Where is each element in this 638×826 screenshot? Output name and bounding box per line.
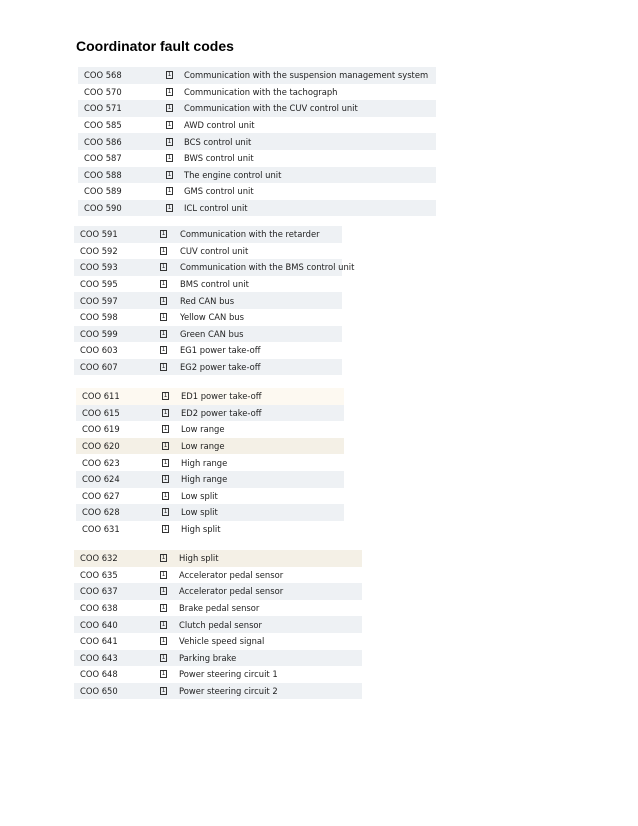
table-row	[74, 666, 362, 683]
fault-code: COO 631	[82, 524, 120, 535]
fault-description: BWS control unit	[184, 153, 254, 164]
fault-description: Red CAN bus	[180, 295, 235, 306]
table-row	[76, 421, 344, 438]
fault-code: COO 597	[80, 295, 118, 306]
fault-code-table-1	[78, 67, 436, 216]
table-row	[78, 67, 436, 84]
fault-description: Low split	[181, 490, 218, 501]
fault-description: ICL control unit	[184, 203, 248, 214]
fault-code: COO 591	[80, 229, 118, 240]
table-row	[78, 84, 436, 101]
fault-code: COO 599	[80, 328, 118, 339]
fault-code: COO 589	[84, 186, 122, 197]
info-icon: 1	[161, 246, 166, 254]
fault-description: Clutch pedal sensor	[179, 619, 263, 630]
fault-description: Green CAN bus	[180, 328, 244, 339]
fault-code: COO 627	[82, 490, 120, 501]
info-icon: 1	[161, 653, 166, 661]
info-icon: 1	[161, 570, 166, 578]
fault-code: COO 590	[84, 203, 122, 214]
info-icon: 1	[167, 137, 172, 145]
fault-code: COO 571	[84, 103, 122, 114]
fault-description: High range	[181, 474, 228, 485]
fault-description: The engine control unit	[184, 169, 282, 180]
fault-description: Accelerator pedal sensor	[179, 586, 284, 597]
fault-code: COO 611	[82, 391, 120, 402]
fault-code: COO 640	[80, 619, 118, 630]
info-icon: 1	[161, 604, 166, 612]
info-icon: 1	[163, 508, 168, 516]
info-icon: 1	[161, 587, 166, 595]
fault-description: Low range	[181, 441, 225, 452]
info-icon: 1	[161, 554, 166, 562]
fault-description: CUV control unit	[180, 245, 249, 256]
info-icon: 1	[161, 263, 166, 271]
fault-code: COO 607	[80, 362, 118, 373]
table-row	[74, 243, 342, 260]
table-row	[78, 100, 436, 117]
info-icon: 1	[167, 170, 172, 178]
fault-description: ED1 power take-off	[181, 391, 262, 402]
table-row	[76, 521, 344, 538]
fault-code: COO 619	[82, 424, 120, 435]
info-icon: 1	[167, 187, 172, 195]
fault-code: COO 632	[80, 553, 118, 564]
table-row	[78, 200, 436, 217]
fault-code: COO 586	[84, 136, 122, 147]
fault-description: Low range	[181, 424, 225, 435]
fault-code-table-2	[74, 226, 355, 375]
info-icon: 1	[163, 525, 168, 533]
fault-description: Communication with the retarder	[180, 229, 320, 240]
fault-code: COO 592	[80, 245, 118, 256]
table-row	[78, 183, 436, 200]
fault-code: COO 595	[80, 279, 118, 290]
table-row	[76, 454, 344, 471]
fault-description: BMS control unit	[180, 279, 249, 290]
fault-code: COO 568	[84, 70, 122, 81]
info-icon: 1	[163, 392, 168, 400]
info-icon: 1	[167, 87, 172, 95]
info-icon: 1	[163, 442, 168, 450]
table-row	[78, 117, 436, 134]
table-row	[74, 650, 362, 667]
table-row	[74, 600, 362, 617]
fault-description: BCS control unit	[184, 136, 252, 147]
table-row	[74, 583, 362, 600]
fault-description: Communication with the BMS control unit	[180, 262, 355, 273]
info-icon: 1	[161, 230, 166, 238]
fault-code: COO 603	[80, 345, 118, 356]
table-row	[76, 488, 344, 505]
fault-description: High split	[181, 524, 221, 535]
page-title: Coordinator fault codes	[76, 38, 234, 54]
fault-code-table-3	[76, 388, 344, 537]
fault-description: ED2 power take-off	[181, 407, 262, 418]
fault-code: COO 570	[84, 86, 122, 97]
fault-code: COO 615	[82, 407, 120, 418]
info-icon: 1	[161, 313, 166, 321]
info-icon: 1	[161, 637, 166, 645]
fault-description: Power steering circuit 1	[179, 669, 278, 680]
fault-code: COO 648	[80, 669, 118, 680]
table-row	[74, 683, 362, 700]
table-row	[76, 388, 344, 405]
table-row	[78, 150, 436, 167]
fault-code: COO 623	[82, 457, 120, 468]
info-icon: 1	[161, 296, 166, 304]
table-row	[78, 133, 436, 150]
fault-description: Vehicle speed signal	[179, 636, 265, 647]
info-icon: 1	[163, 475, 168, 483]
fault-code: COO 624	[82, 474, 120, 485]
fault-code: COO 598	[80, 312, 118, 323]
fault-description: Communication with the CUV control unit	[184, 103, 358, 114]
fault-code: COO 593	[80, 262, 118, 273]
info-icon: 1	[163, 458, 168, 466]
fault-code: COO 620	[82, 441, 120, 452]
fault-description: EG1 power take-off	[180, 345, 261, 356]
info-icon: 1	[161, 670, 166, 678]
table-row	[74, 276, 342, 293]
info-icon: 1	[163, 491, 168, 499]
fault-code: COO 585	[84, 120, 122, 131]
info-icon: 1	[161, 363, 166, 371]
fault-code: COO 588	[84, 169, 122, 180]
info-icon: 1	[161, 346, 166, 354]
table-row	[74, 226, 342, 243]
table-row	[74, 259, 355, 276]
fault-description: Accelerator pedal sensor	[179, 569, 284, 580]
table-row	[74, 292, 342, 309]
info-icon: 1	[167, 71, 172, 79]
table-row	[74, 567, 362, 584]
table-row	[74, 359, 342, 376]
fault-description: Parking brake	[179, 652, 237, 663]
fault-description: Power steering circuit 2	[179, 686, 278, 697]
table-row	[74, 633, 362, 650]
fault-description: Communication with the tachograph	[184, 86, 338, 97]
table-row	[76, 471, 344, 488]
table-row	[76, 504, 344, 521]
info-icon: 1	[161, 280, 166, 288]
table-row	[76, 438, 344, 455]
fault-description: Communication with the suspension management system	[184, 70, 429, 81]
fault-description: High range	[181, 457, 228, 468]
table-row	[74, 309, 342, 326]
info-icon: 1	[163, 408, 168, 416]
info-icon: 1	[161, 329, 166, 337]
fault-code: COO 628	[82, 507, 120, 518]
fault-code: COO 643	[80, 652, 118, 663]
fault-description: High split	[179, 553, 219, 564]
info-icon: 1	[167, 204, 172, 212]
fault-description: Low split	[181, 507, 218, 518]
info-icon: 1	[167, 154, 172, 162]
table-row	[74, 550, 362, 567]
fault-description: Brake pedal sensor	[179, 603, 260, 614]
fault-code: COO 641	[80, 636, 118, 647]
fault-description: AWD control unit	[184, 120, 255, 131]
info-icon: 1	[161, 620, 166, 628]
table-row	[74, 616, 362, 633]
fault-code: COO 637	[80, 586, 118, 597]
table-row	[78, 167, 436, 184]
fault-code: COO 587	[84, 153, 122, 164]
fault-code: COO 650	[80, 686, 118, 697]
table-row	[76, 405, 344, 422]
fault-description: GMS control unit	[184, 186, 254, 197]
info-icon: 1	[163, 425, 168, 433]
fault-code-table-4	[74, 550, 362, 699]
info-icon: 1	[161, 687, 166, 695]
fault-code: COO 638	[80, 603, 118, 614]
table-row	[74, 342, 342, 359]
fault-description: EG2 power take-off	[180, 362, 261, 373]
info-icon: 1	[167, 104, 172, 112]
table-row	[74, 326, 342, 343]
fault-description: Yellow CAN bus	[180, 312, 244, 323]
fault-code: COO 635	[80, 569, 118, 580]
info-icon: 1	[167, 121, 172, 129]
